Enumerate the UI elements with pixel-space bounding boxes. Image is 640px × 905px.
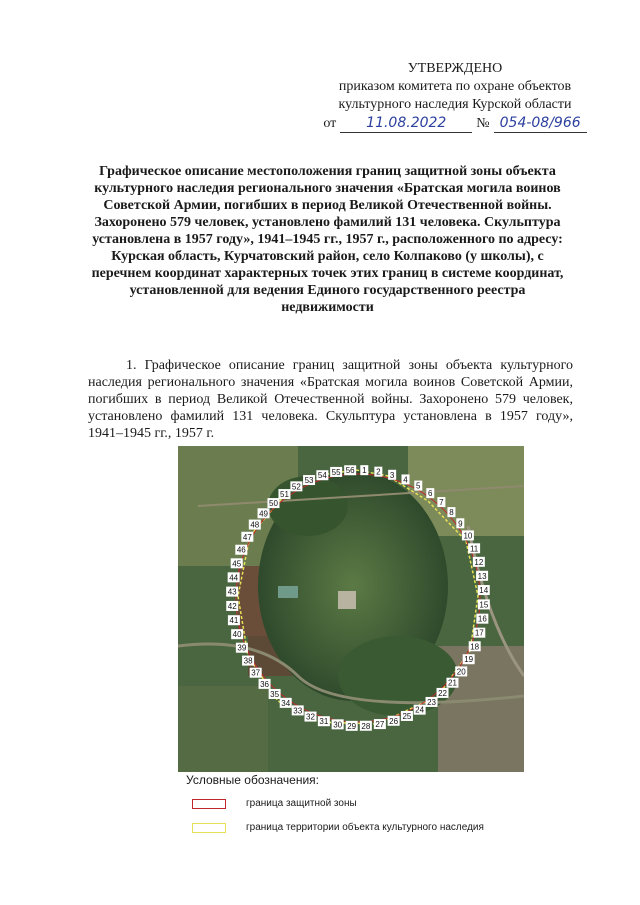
point-label-47 [241, 532, 253, 542]
point-label-29 [346, 721, 358, 731]
point-label-38 [242, 656, 254, 666]
svg-text:27: 27 [375, 720, 385, 730]
point-label-41 [228, 615, 240, 625]
point-label-25 [401, 711, 413, 721]
point-label-8 [447, 507, 455, 517]
svg-text:42: 42 [227, 601, 237, 611]
svg-text:16: 16 [477, 614, 487, 624]
point-label-24 [414, 705, 426, 715]
svg-text:47: 47 [242, 532, 252, 542]
point-label-42 [226, 601, 238, 611]
svg-text:11: 11 [469, 544, 479, 554]
point-label-31 [318, 716, 330, 726]
svg-text:4: 4 [403, 475, 408, 485]
svg-text:1: 1 [362, 466, 367, 476]
point-label-5 [414, 481, 422, 491]
approval-number-label: № [476, 116, 490, 131]
point-label-19 [463, 654, 475, 664]
legend-zone-label: граница защитной зоны [246, 798, 357, 809]
svg-text:44: 44 [229, 573, 239, 583]
point-label-55 [330, 467, 342, 477]
svg-text:18: 18 [470, 642, 480, 652]
svg-text:53: 53 [304, 476, 314, 486]
svg-text:3: 3 [389, 470, 395, 480]
point-label-56 [344, 465, 356, 475]
svg-text:5: 5 [416, 481, 421, 491]
svg-text:54: 54 [317, 471, 327, 481]
description-paragraph: 1. Графическое описание границ защитной зоны объекта культурного наследия регионального значения «Братская могила воинов Советской Армии, погибших в период Великой Отечественной войны. Захоронено 579 человек, установлено фамилий 131 человека. Скульптура установлена в 1957 году», 1941–1945 гг., 1957 г. [88, 358, 573, 441]
point-label-35 [269, 689, 281, 699]
point-label-36 [259, 679, 271, 689]
approval-signature-line [310, 114, 600, 133]
point-label-7 [437, 497, 445, 507]
legend-item-territory [192, 822, 484, 833]
svg-text:24: 24 [415, 705, 425, 715]
svg-text:10: 10 [463, 531, 473, 541]
point-label-14 [478, 585, 490, 595]
svg-text:48: 48 [250, 520, 260, 530]
point-label-27 [374, 719, 386, 729]
satellite-map [178, 446, 524, 772]
point-label-54 [316, 470, 328, 480]
svg-text:50: 50 [269, 499, 278, 509]
svg-text:52: 52 [291, 482, 301, 492]
legend-territory-label: граница территории объекта культурного наследия [246, 822, 484, 833]
zone-boundary-swatch [192, 799, 226, 809]
svg-text:30: 30 [333, 720, 343, 730]
point-label-2 [374, 467, 382, 477]
svg-text:49: 49 [259, 509, 268, 519]
svg-text:23: 23 [427, 697, 436, 707]
svg-text:45: 45 [232, 559, 242, 569]
point-label-23 [426, 697, 438, 707]
point-label-52 [290, 481, 302, 491]
point-label-18 [469, 641, 481, 651]
svg-text:7: 7 [439, 498, 444, 508]
point-label-12 [473, 557, 485, 567]
point-label-9 [456, 518, 464, 528]
point-label-22 [437, 688, 449, 698]
point-label-20 [455, 666, 467, 676]
point-label-46 [235, 545, 247, 555]
svg-text:21: 21 [448, 678, 457, 688]
point-label-39 [236, 643, 248, 653]
svg-text:26: 26 [389, 716, 399, 726]
svg-text:33: 33 [293, 706, 303, 716]
point-label-34 [280, 698, 292, 708]
point-label-1 [360, 465, 368, 475]
point-label-51 [278, 489, 290, 499]
svg-text:35: 35 [270, 689, 280, 699]
svg-text:39: 39 [237, 643, 247, 653]
svg-text:15: 15 [479, 600, 489, 610]
svg-text:2: 2 [376, 467, 381, 477]
point-label-32 [304, 712, 316, 722]
approval-date: 11.08.2022 [340, 114, 472, 133]
svg-text:38: 38 [243, 656, 253, 666]
svg-text:34: 34 [281, 698, 291, 708]
legend-item-zone [192, 798, 357, 809]
approval-title: УТВЕРЖДЕНО [407, 61, 503, 76]
svg-text:8: 8 [449, 508, 454, 518]
point-label-28 [360, 721, 372, 731]
svg-text:40: 40 [232, 630, 242, 640]
svg-text:22: 22 [438, 688, 447, 698]
svg-text:37: 37 [251, 668, 261, 678]
point-label-3 [388, 470, 396, 480]
point-label-15 [478, 599, 490, 609]
point-label-6 [426, 488, 434, 498]
svg-text:12: 12 [474, 557, 484, 567]
point-label-53 [303, 475, 315, 485]
svg-text:17: 17 [474, 628, 484, 638]
point-label-48 [249, 520, 261, 530]
svg-text:51: 51 [280, 490, 289, 500]
point-label-21 [446, 678, 458, 688]
approval-line-1: приказом комитета по охране объектов [338, 79, 572, 94]
point-label-40 [231, 629, 243, 639]
svg-text:56: 56 [345, 466, 355, 476]
svg-text:20: 20 [456, 667, 466, 677]
svg-text:43: 43 [227, 587, 237, 597]
svg-text:9: 9 [458, 519, 463, 529]
point-label-26 [388, 716, 400, 726]
svg-text:6: 6 [428, 489, 433, 499]
svg-text:28: 28 [361, 721, 371, 731]
point-label-30 [332, 719, 344, 729]
approval-line-2: культурного наследия Курской области [338, 97, 572, 112]
svg-text:41: 41 [229, 616, 239, 626]
point-label-10 [462, 530, 474, 540]
point-label-43 [226, 587, 238, 597]
point-label-11 [468, 543, 480, 553]
approval-number: 054-08/966 [494, 114, 587, 133]
svg-text:13: 13 [477, 571, 487, 581]
svg-text:19: 19 [464, 655, 474, 665]
point-label-33 [292, 705, 304, 715]
svg-text:25: 25 [402, 711, 412, 721]
point-label-49 [258, 508, 270, 518]
point-label-50 [267, 498, 279, 508]
svg-text:31: 31 [319, 717, 329, 727]
point-label-37 [250, 668, 262, 678]
svg-text:55: 55 [331, 467, 341, 477]
legend-title: Условные обозначения: [186, 773, 319, 787]
point-label-16 [476, 614, 488, 624]
point-label-17 [473, 628, 485, 638]
approval-from-label: от [323, 116, 337, 131]
svg-text:46: 46 [236, 545, 246, 555]
svg-text:36: 36 [260, 679, 270, 689]
point-label-4 [402, 474, 410, 484]
point-label-44 [228, 572, 240, 582]
approval-block [310, 60, 600, 133]
document-title: Графическое описание местоположения границ защитной зоны объекта культурного наследия регионального значения «Братская могила воинов Советской Армии, погибших в период Великой Отечественной войны. Захоронено 579 человек, установлено фамилий 131 человека. Скульптура установлена в 1957 году», 1941–1945 гг., 1957 г., расположенного по адресу: Курская область, Курчатовский район, село Колпаково (у школы), с перечнем координат характерных точек этих границ в системе координат, установленной для ведения Единого государственного реестра недвижимости [91, 164, 564, 315]
svg-text:29: 29 [347, 721, 357, 731]
point-label-45 [231, 558, 243, 568]
territory-boundary-swatch [192, 823, 226, 833]
svg-text:32: 32 [306, 712, 315, 722]
svg-text:14: 14 [479, 586, 489, 596]
point-label-13 [476, 571, 488, 581]
